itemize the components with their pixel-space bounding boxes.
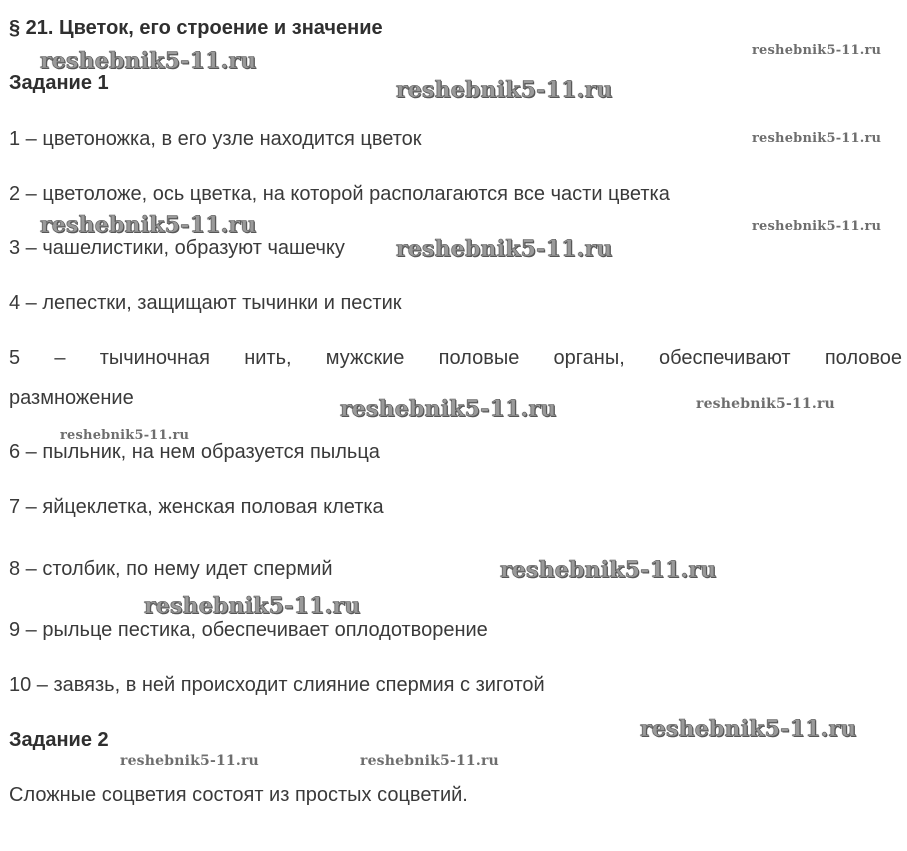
task-1-item-9: 9 – рыльце пестика, обеспечивает оплодотворение — [9, 619, 488, 641]
task-2-heading: Задание 2 — [9, 729, 109, 751]
task-1-item-6: 6 – пыльник, на нем образуется пыльца — [9, 441, 380, 463]
watermark: reshebnik5-11.ru — [120, 753, 259, 769]
task-1-item-4: 4 – лепестки, защищают тычинки и пестик — [9, 292, 402, 314]
watermark: reshebnik5-11.ru — [144, 593, 361, 619]
task-2-text: Сложные соцветия состоят из простых соцветий. — [9, 784, 468, 806]
page-title: § 21. Цветок, его строение и значение — [9, 17, 383, 39]
watermark: reshebnik5-11.ru — [752, 43, 882, 58]
task-1-item-10: 10 – завязь, в ней происходит слияние спермия с зиготой — [9, 674, 545, 696]
watermark: reshebnik5-11.ru — [340, 396, 557, 422]
watermark: reshebnik5-11.ru — [60, 428, 190, 443]
task-1-heading: Задание 1 — [9, 72, 109, 94]
task-1-item-2: 2 – цветоложе, ось цветка, на которой располагаются все части цветка — [9, 183, 670, 205]
task-1-item-3: 3 – чашелистики, образуют чашечку — [9, 237, 345, 259]
task-1-item-5: 5 – тычиночная нить, мужские половые органы, обеспечивают половое — [9, 347, 902, 369]
watermark: reshebnik5-11.ru — [752, 219, 882, 234]
task-1-item-8: 8 – столбик, по нему идет спермий — [9, 558, 333, 580]
watermark: reshebnik5-11.ru — [40, 212, 257, 238]
watermark: reshebnik5-11.ru — [500, 557, 717, 583]
watermark: reshebnik5-11.ru — [40, 48, 257, 74]
watermark: reshebnik5-11.ru — [752, 131, 882, 146]
watermark: reshebnik5-11.ru — [396, 236, 613, 262]
task-1-item-5-continued: размножение — [9, 387, 134, 409]
watermark: reshebnik5-11.ru — [396, 77, 613, 103]
task-1-item-1: 1 – цветоножка, в его узле находится цветок — [9, 128, 422, 150]
watermark: reshebnik5-11.ru — [360, 753, 499, 769]
watermark: reshebnik5-11.ru — [696, 396, 835, 412]
watermark: reshebnik5-11.ru — [640, 716, 857, 742]
task-1-item-7: 7 – яйцеклетка, женская половая клетка — [9, 496, 384, 518]
